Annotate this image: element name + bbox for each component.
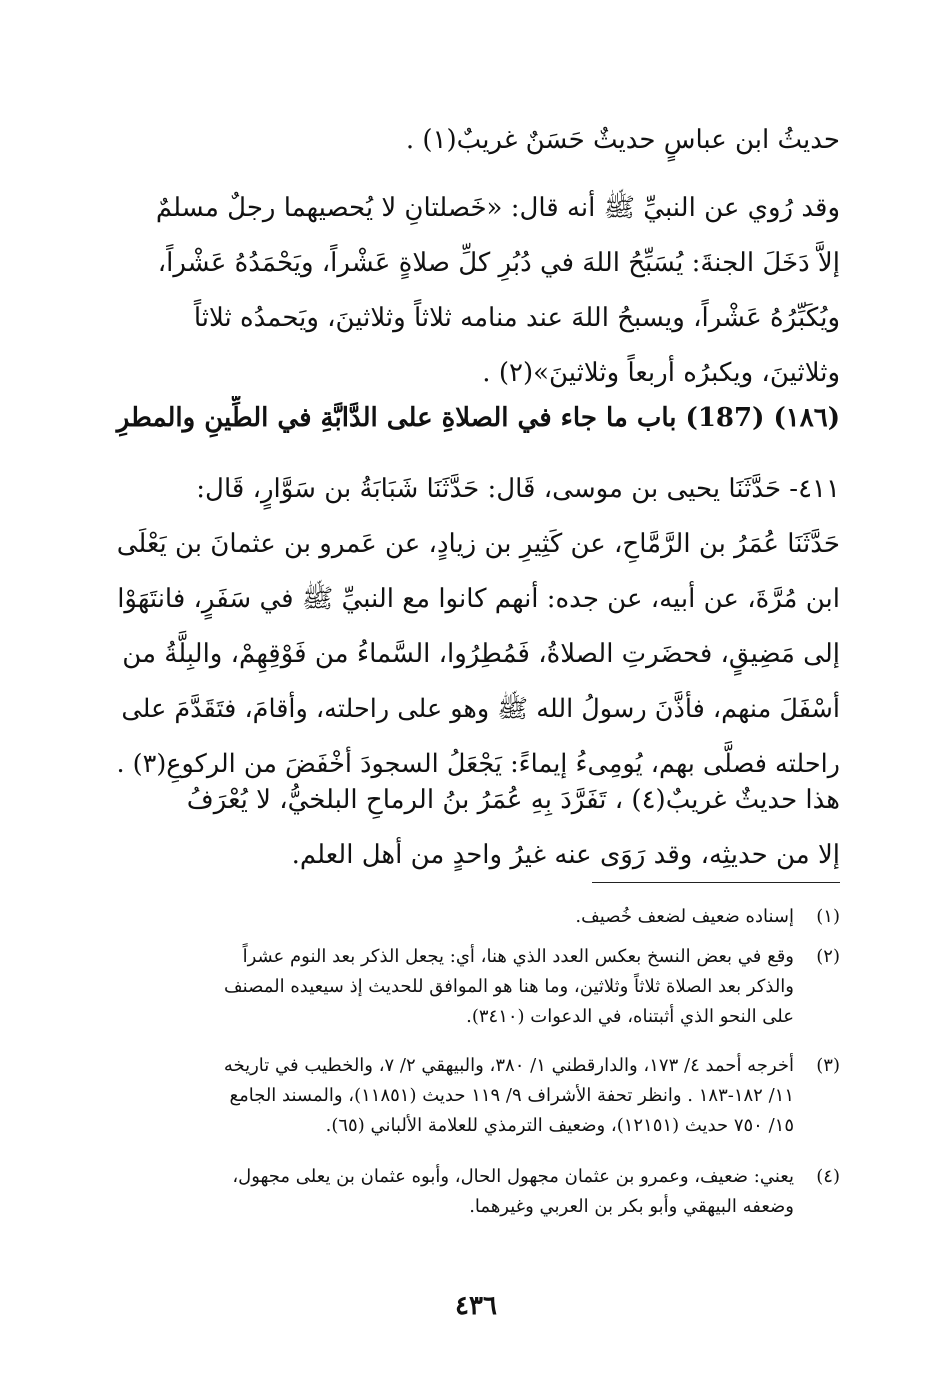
hadith-grading-paragraph bbox=[110, 113, 840, 168]
text-line: ويُكَبِّرُهُ عَشْراً، ويسبحُ اللهَ عند منامه ثلاثاً وثلاثينَ، ويَحمدُه ثلاثاً bbox=[193, 303, 840, 333]
footnote-line: وقع في بعض النسخ بعكس العدد الذي هنا، أي: يجعل الذكر بعد النوم عشراً bbox=[242, 946, 794, 967]
footnote-line: ١٥/ ٧٥٠ حديث (١٢١٥١)، وضعيف الترمذي للعلامة الألباني (٦٥). bbox=[325, 1115, 794, 1136]
footnote-line: وضعفه البيهقي وأبو بكر بن العربي وغيرهما. bbox=[469, 1196, 794, 1217]
text-line: وثلاثينَ، ويكبرُه أربعاً وثلاثينَ»(٢) . bbox=[482, 358, 840, 388]
text-line: هذا حديثٌ غريبٌ(٤) ، تَفَرَّدَ بِهِ عُمَرُ بنُ الرماحِ البلخيُّ، لا يُعْرَفُ bbox=[186, 785, 840, 815]
text-line: أسْفَلَ منهم، فأذَّنَ رسولُ الله ﷺ وهو على راحلته، وأقامَ، فتَقَدَّمَ على bbox=[121, 694, 840, 724]
text-line: راحلته فصلَّى بهم، يُومِىءُ إيماءً: يَجْعَلُ السجودَ أخْفَضَ من الركوعِ(٣) . bbox=[116, 749, 840, 779]
footnote-number: (٢) bbox=[816, 946, 840, 967]
footnote-line: والذكر بعد الصلاة ثلاثاً وثلاثين، وما هنا هو الموافق للحديث إذ سيعيده المصنف bbox=[224, 976, 794, 997]
commentary-paragraph bbox=[110, 773, 840, 883]
footnote-divider bbox=[592, 882, 840, 883]
footnote-number: (١) bbox=[816, 906, 840, 927]
hadith-411-paragraph bbox=[110, 462, 840, 792]
page-number: ٤٣٦ bbox=[455, 1291, 497, 1321]
text-line: وقد رُوي عن النبيِّ ﷺ أنه قال: «خَصلتانِ لا يُحصيهما رجلٌ مسلمٌ bbox=[155, 193, 840, 223]
text-line: حَدَّثَنَا عُمَرُ بن الرَّمَّاحِ، عن كَثِيرِ بن زيادٍ، عن عَمرو بن عثمانَ بن يَعْلَى bbox=[116, 529, 840, 559]
text-line: إلا من حديثِه، وقد رَوَى عنه غيرُ واحدٍ من أهل العلم. bbox=[291, 840, 840, 870]
text-line: إلاَّ دَخَلَ الجنةَ: يُسَبِّحُ اللهَ في دُبُرِ كلِّ صلاةٍ عَشْراً، ويَحْمَدُهُ عَشْراً، bbox=[157, 248, 840, 278]
footnote-line: أخرجه أحمد ٤/ ١٧٣، والدارقطني ١/ ٣٨٠، والبيهقي ٢/ ٧، والخطيب في تاريخه bbox=[223, 1055, 794, 1076]
footnote-2 bbox=[110, 942, 840, 1032]
narration-paragraph bbox=[110, 181, 840, 401]
text-line: ابن مُرَّةَ، عن أبيه، عن جده: أنهم كانوا مع النبيِّ ﷺ في سَفَرٍ، فانتَهَوْا bbox=[117, 584, 840, 614]
text-line: إلى مَضِيقٍ، فحضَرتِ الصلاةُ، فَمُطِرُوا، السَّماءُ من فَوْقِهِمْ، والبِلَّةُ من bbox=[122, 639, 840, 669]
footnote-number: (٤) bbox=[816, 1166, 840, 1187]
footnote-line: على النحو الذي أثبتناه، في الدعوات (٣٤١٠). bbox=[466, 1006, 794, 1027]
text-line: حديثُ ابن عباسٍ حديثٌ حَسَنٌ غريبٌ(١) . bbox=[405, 125, 840, 155]
footnote-line: إسناده ضعيف لضعف خُصيف. bbox=[575, 906, 794, 927]
footnote-1 bbox=[110, 902, 840, 932]
chapter-heading: (١٨٦) (187) باب ما جاء في الصلاةِ على الدَّابَّةِ في الطِّينِ والمطرِ bbox=[116, 403, 840, 433]
footnote-number: (٣) bbox=[816, 1055, 840, 1076]
footnote-line: يعني: ضعيف، وعمرو بن عثمان مجهول الحال، وأبوه عثمان بن يعلى مجهول، bbox=[232, 1166, 794, 1187]
footnote-line: ١١/ ١٨٢-١٨٣ . وانظر تحفة الأشراف ٩/ ١١٩ حديث (١١٨٥١)، والمسند الجامع bbox=[229, 1085, 794, 1106]
footnote-4 bbox=[110, 1162, 840, 1222]
text-line: ٤١١- حَدَّثَنَا يحيى بن موسى، قَال: حَدَّثَنَا شَبَابَةُ بن سَوَّارٍ، قَال: bbox=[196, 474, 840, 504]
footnote-3 bbox=[110, 1051, 840, 1141]
